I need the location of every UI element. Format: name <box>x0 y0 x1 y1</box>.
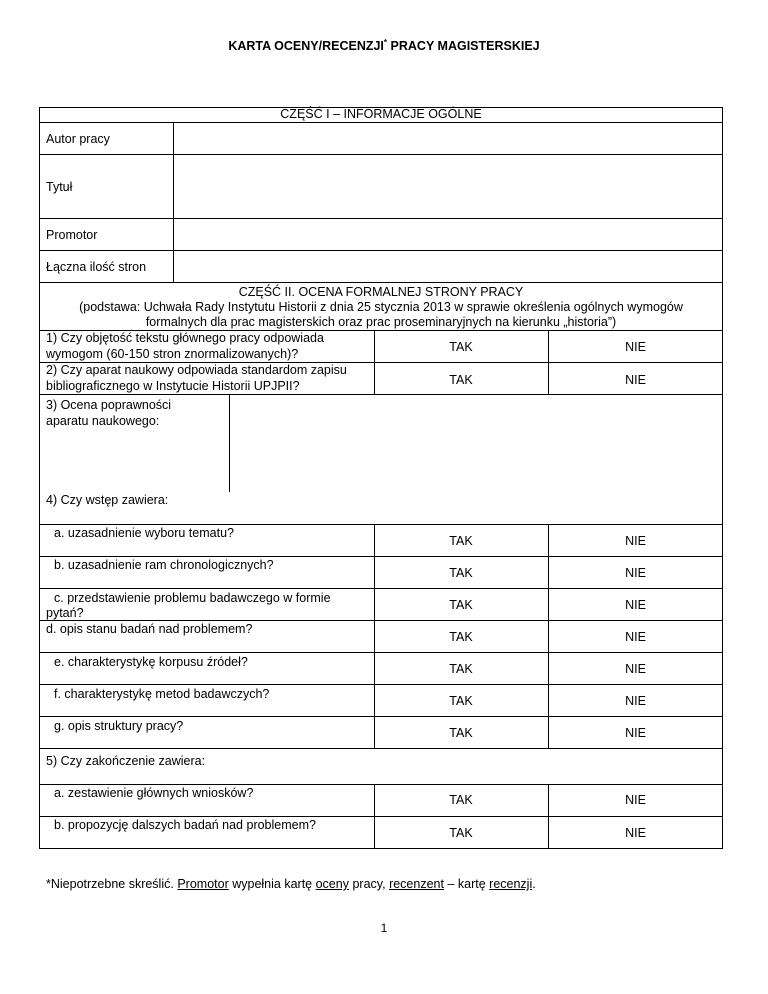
row-label-pages: Łączna ilość stron <box>46 260 147 274</box>
part1-header: CZĘŚĆ I – INFORMACJE OGÓLNE <box>280 107 482 121</box>
no-option[interactable]: NIE <box>625 694 646 708</box>
question-4g: g. opis struktury pracy? <box>54 719 184 733</box>
no-option[interactable]: NIE <box>625 662 646 676</box>
question-1-line1: 1) Czy objętość tekstu głównego pracy odpowiada <box>46 331 324 345</box>
no-option[interactable]: NIE <box>625 566 646 580</box>
question-3-line1: 3) Ocena poprawności <box>46 398 172 412</box>
no-option[interactable]: NIE <box>625 340 646 354</box>
row-label-title: Tytuł <box>46 180 73 194</box>
question-5-label: 5) Czy zakończenie zawiera: <box>46 754 206 768</box>
question-4e: e. charakterystykę korpusu źródeł? <box>54 655 248 669</box>
question-4c-line2: pytań? <box>46 606 84 620</box>
question-4c-line1: c. przedstawienie problemu badawczego w formie <box>54 591 331 605</box>
page-title: KARTA OCENY/RECENZJI* PRACY MAGISTERSKIEJ <box>228 38 540 54</box>
yes-option[interactable]: TAK <box>449 726 473 740</box>
part2-header: CZĘŚĆ II. OCENA FORMALNEJ STRONY PRACY <box>238 285 524 299</box>
yes-option[interactable]: TAK <box>449 598 473 612</box>
page-number: 1 <box>380 921 388 935</box>
part2-basis-line2: formalnych dla prac magisterskich oraz prac proseminaryjnych na kierunku „historia”) <box>145 315 617 329</box>
yes-option[interactable]: TAK <box>449 793 473 807</box>
yes-option[interactable]: TAK <box>449 566 473 580</box>
yes-option[interactable]: TAK <box>449 373 473 387</box>
question-2-line1: 2) Czy aparat naukowy odpowiada standardom zapisu <box>46 363 347 377</box>
no-option[interactable]: NIE <box>625 726 646 740</box>
row-label-promoter: Promotor <box>46 228 98 242</box>
no-option[interactable]: NIE <box>625 598 646 612</box>
question-3-line2: aparatu naukowego: <box>46 414 160 428</box>
yes-option[interactable]: TAK <box>449 340 473 354</box>
question-4f: f. charakterystykę metod badawczych? <box>54 687 270 701</box>
yes-option[interactable]: TAK <box>449 630 473 644</box>
question-5a: a. zestawienie głównych wniosków? <box>54 786 254 800</box>
yes-option[interactable]: TAK <box>449 694 473 708</box>
no-option[interactable]: NIE <box>625 534 646 548</box>
footnote: *Niepotrzebne skreślić. Promotor wypełnia kartę oceny pracy, recenzent – kartę recenzji. <box>46 877 536 891</box>
yes-option[interactable]: TAK <box>449 662 473 676</box>
yes-option[interactable]: TAK <box>449 826 473 840</box>
yes-option[interactable]: TAK <box>449 534 473 548</box>
question-5b: b. propozycję dalszych badań nad problemem? <box>54 818 316 832</box>
no-option[interactable]: NIE <box>625 826 646 840</box>
no-option[interactable]: NIE <box>625 630 646 644</box>
row-label-author: Autor pracy <box>46 132 110 146</box>
part2-basis-line1: (podstawa: Uchwała Rady Instytutu Historii z dnia 25 stycznia 2013 w sprawie określenia ogólnych wymogów <box>79 300 683 314</box>
question-4b: b. uzasadnienie ram chronologicznych? <box>54 558 274 572</box>
no-option[interactable]: NIE <box>625 793 646 807</box>
question-1-line2: wymogom (60-150 stron znormalizowanych)? <box>46 347 299 361</box>
no-option[interactable]: NIE <box>625 373 646 387</box>
question-4a: a. uzasadnienie wyboru tematu? <box>54 526 234 540</box>
question-4-label: 4) Czy wstęp zawiera: <box>46 493 169 507</box>
question-2-line2: bibliograficznego w Instytucie Historii UPJPII? <box>46 379 300 393</box>
question-4d: d. opis stanu badań nad problemem? <box>46 622 253 636</box>
